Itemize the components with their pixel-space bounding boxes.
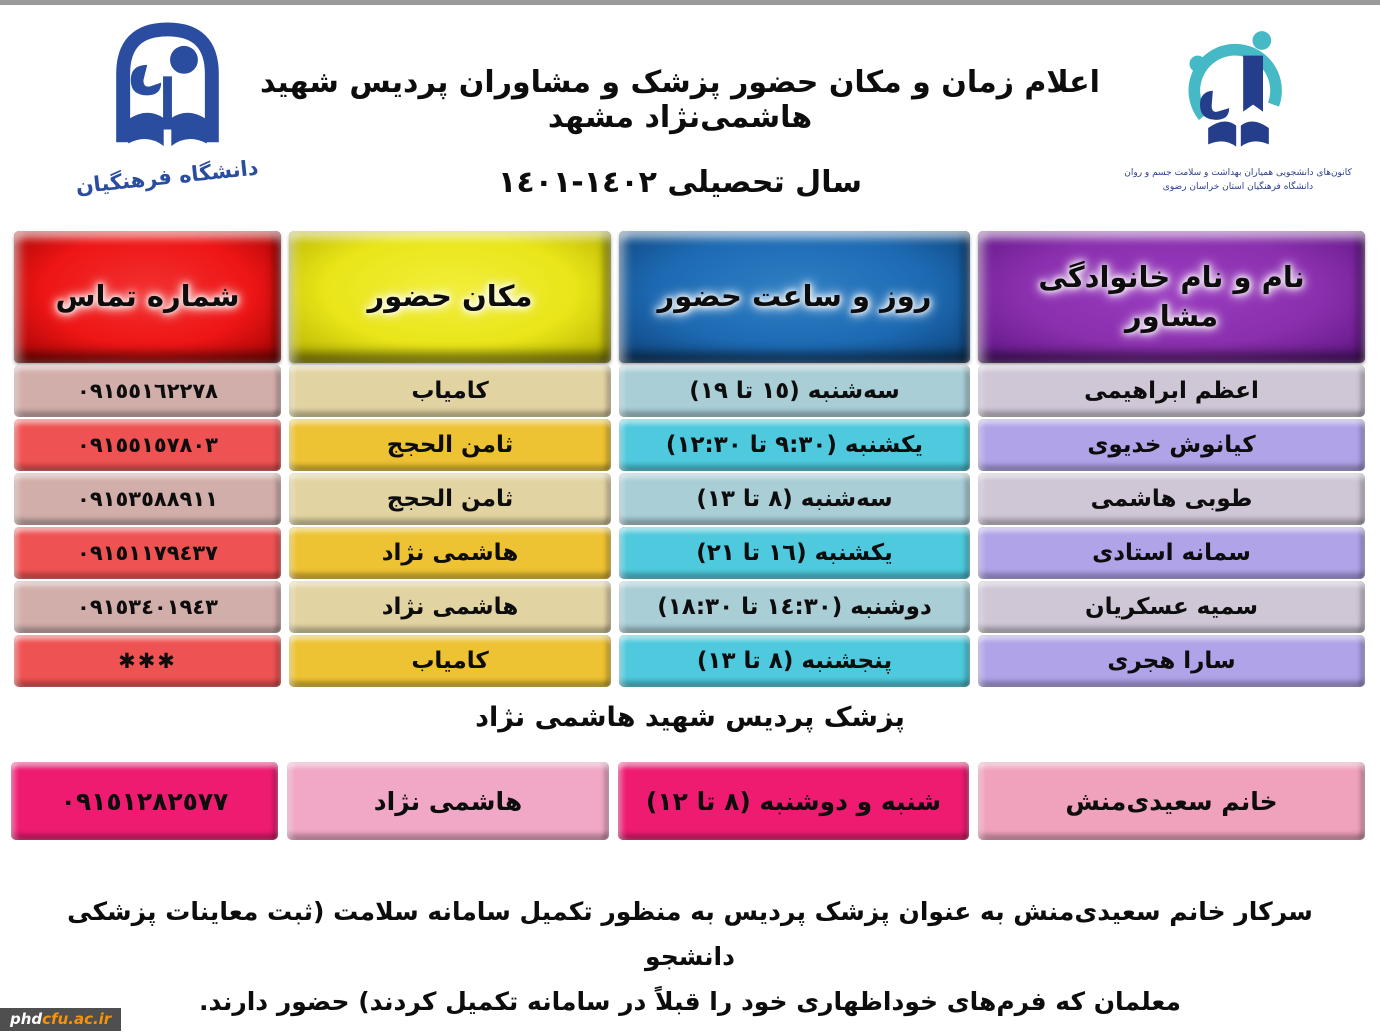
location-cell: هاشمی نژاد xyxy=(289,527,611,579)
phone-cell: ٠٩١٥٥١٥٧٨٠٣ xyxy=(14,419,281,471)
phone-cell: ٠٩١٥٣٤٠١٩٤٣ xyxy=(14,581,281,633)
phone-cell: ✱✱✱ xyxy=(14,635,281,687)
header-name-line1: نام و نام خانوادگی xyxy=(1038,259,1305,294)
university-logo-caption: دانشگاه فرهنگیان xyxy=(74,155,260,199)
column-header-phone xyxy=(14,231,281,363)
day-time-cell: یکشنبه (٩:٣٠ تا ١٢:٣٠) xyxy=(619,419,970,471)
column-header-day-time xyxy=(619,231,970,363)
counselors-table xyxy=(14,231,1365,687)
title-line-1: اعلام زمان و مکان حضور پزشک و مشاوران پردیس شهید هاشمی‌نژاد مشهد xyxy=(260,65,1100,135)
phone-cell: ٠٩١٥٥١٦٢٢٧٨ xyxy=(14,365,281,417)
day-time-cell: دوشنبه (١٤:٣٠ تا ١٨:٣٠) xyxy=(619,581,970,633)
location-cell: کامیاب xyxy=(289,365,611,417)
day-time-cell: سه‌شنبه (٨ تا ١٣) xyxy=(619,473,970,525)
day-time-cell: پنجشنبه (٨ تا ١٣) xyxy=(619,635,970,687)
association-caption-line2: دانشگاه فرهنگیان استان خراسان رضوی xyxy=(1162,181,1314,192)
phone-cell: ٠٩١٥١١٧٩٤٣٧ xyxy=(14,527,281,579)
location-cell: ثامن الحجج xyxy=(289,473,611,525)
header-day-label: روز و ساعت حضور xyxy=(657,279,932,314)
counselor-name-cell: اعظم ابراهیمی xyxy=(978,365,1365,417)
association-emblem-icon xyxy=(1156,23,1321,163)
doctor-section-title: پزشک پردیس شهید هاشمی نژاد xyxy=(475,702,905,733)
header-location-label: مکان حضور xyxy=(367,279,533,314)
column-header-location xyxy=(289,231,611,363)
site-watermark xyxy=(0,1008,121,1031)
doctor-name-cell: خانم سعیدی‌منش xyxy=(978,762,1365,840)
counselor-name-cell: کیانوش خدیوی xyxy=(978,419,1365,471)
health-association-logo xyxy=(1118,23,1358,194)
counselor-name-cell: طوبی هاشمی xyxy=(978,473,1365,525)
doctor-location-cell: هاشمی نژاد xyxy=(287,762,609,840)
footer-note-line2: معلمان که فرم‌های خوداظهاری خود را قبلاً در سامانه تکمیل کردند) حضور دارند. xyxy=(199,987,1181,1016)
header-phone-label: شماره تماس xyxy=(55,279,240,314)
location-cell: ثامن الحجج xyxy=(289,419,611,471)
footer-note-line1: سرکار خانم سعیدی‌منش به عنوان پزشک پردیس به منظور تکمیل سامانه سلامت (ثبت معاینات پزشکی دانشجو xyxy=(67,897,1313,971)
watermark-suffix: cfu.ac.ir xyxy=(42,1010,112,1028)
location-cell: هاشمی نژاد xyxy=(289,581,611,633)
doctor-phone-cell: ٠٩١٥١٢٨٢٥٧٧ xyxy=(11,762,278,840)
counselor-name-cell: سمیه عسکریان xyxy=(978,581,1365,633)
location-cell: کامیاب xyxy=(289,635,611,687)
counselor-name-cell: سارا هجری xyxy=(978,635,1365,687)
header-name-line2: مشاور xyxy=(1124,299,1219,333)
association-caption-line1: کانون‌های دانشجویی همیاران بهداشت و سلامت جسم و روان xyxy=(1124,168,1352,178)
doctor-row xyxy=(14,762,1365,840)
counselor-name-cell: سمانه استادی xyxy=(978,527,1365,579)
day-time-cell: یکشنبه (١٦ تا ٢١) xyxy=(619,527,970,579)
university-emblem-icon xyxy=(75,13,260,165)
day-time-cell: سه‌شنبه (١٥ تا ١٩) xyxy=(619,365,970,417)
column-header-counselor-name xyxy=(978,231,1365,363)
watermark-prefix: phd xyxy=(10,1010,43,1028)
title-line-2: سال تحصیلی ١٤٠٢-١٤٠١ xyxy=(498,165,862,200)
footer-note xyxy=(25,889,1355,1024)
doctor-day-time-cell: شنبه و دوشنبه (٨ تا ١٢) xyxy=(618,762,969,840)
poster-title xyxy=(240,65,1120,200)
phone-cell: ٠٩١٥٣٥٨٨٩١١ xyxy=(14,473,281,525)
